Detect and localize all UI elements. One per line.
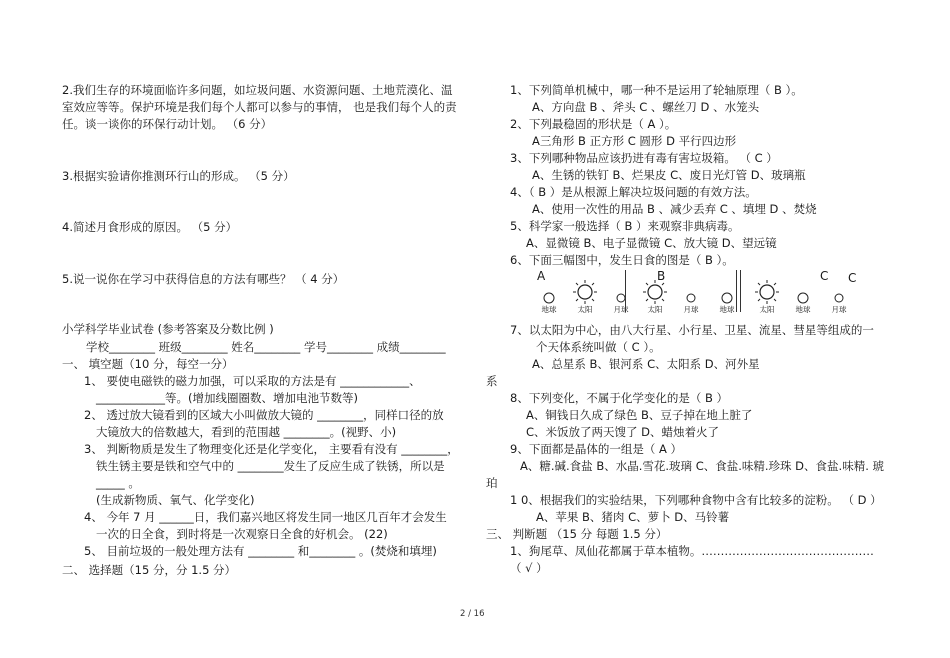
choice-4: 4、（ B ）是从根源上解决垃圾问题的有效方法。 [510,185,757,199]
earth-icon [796,291,810,305]
sun-icon [572,279,598,305]
choice-2: 2、下列最稳固的形状是（ A ）。 [510,117,677,131]
moon-c: 月球 [824,291,854,314]
choice-9-wrap: 珀 [486,476,498,490]
sun-b: 太阳 [640,279,670,314]
fill-4-line1: 4、 今年 7 月 ______日，我们嘉兴地区将发生同一地区几百年才会发生 [84,510,447,524]
moon-a: 月球 [606,291,636,314]
choice-9: 9、下面都是晶体的一组是（ A ） [510,442,682,456]
diagram-divider [740,270,741,312]
fill-3-line2: 铁生锈主要是铁和空气中的 ________发生了反应生成了铁锈，所以是 [96,459,445,473]
choice-2-options: A三角形 B 正方形 C 圆形 D 平行四边形 [532,134,737,148]
moon-icon [832,291,846,305]
moon-b: 月球 [676,291,706,314]
diagram-label-c-outer: C [848,271,857,285]
fill-1-line1: 1、 要使电磁铁的磁力加强，可以采取的方法是有 ____________、 [84,374,421,388]
fill-1-line2: ____________等。(增加线圈圈数、增加电池节数等) [96,391,358,405]
judge-1: 1、狗尾草、凤仙花都属于草本植物。……………………………………… [510,544,874,558]
q2-line1: 2.我们生存的环境面临许多问题，如垃圾问题、水资源问题、土地荒漠化、温 [62,83,453,97]
earth-a: 地球 [534,291,564,314]
choice-1-options: A、方向盘 B 、斧头 C 、螺丝刀 D 、水笼头 [532,100,760,114]
sun-icon [754,279,780,305]
choice-3: 3、下列哪种物品应该扔进有毒有害垃圾箱。 （ C ） [510,151,778,165]
choice-5-options: A、显微镜 B、电子显微镜 C、放大镜 D、望远镜 [526,236,777,250]
section-2-heading: 二、 选择题（15 分，分 1.5 分） [62,563,237,577]
diagram-a [534,268,636,314]
fill-3-answer: (生成新物质、氧气、化学变化) [96,493,255,507]
choice-8-options-2: C、米饭放了两天馊了 D、蜡烛着火了 [526,425,720,439]
choice-8-options-1: A、铜钱日久成了绿色 B、豆子掉在地上脏了 [526,408,753,422]
exam-title: 小学科学毕业试卷 (参考答案及分数比例 ) [62,322,274,336]
judge-1-answer: （ √ ） [510,561,548,575]
earth-c: 地球 [788,291,818,314]
q4-text: 4.简述月食形成的原因。 （5 分） [62,220,238,234]
q5-text: 5.说一说你在学习中获得信息的方法有哪些？ （ 4 分） [62,272,345,286]
choice-9-options: A、糖.碱.食盐 B、水晶.雪花.玻璃 C、食盐.味精.珍珠 D、食盐.味精. 琥 [520,459,885,473]
choice-10: 1 0、根据我们的实验结果，下列哪种食物中含有比较多的淀粉。 （ D ） [510,493,882,507]
earth-icon [720,291,734,305]
sun-c: 太阳 [752,279,782,314]
sun-a: 太阳 [570,279,600,314]
diagram-label-c: C [820,269,829,283]
fill-2-line2: 大镜放大的倍数越大，看到的范围越 ________。(视野、小) [96,425,397,439]
diagram-divider [625,270,626,312]
page-number: 2 / 16 [460,609,485,619]
choice-7-line1: 7、以太阳为中心，由八大行星、小行星、卫星、流星、彗星等组成的一 [510,323,874,337]
choice-7-options: A、总星系 B、银河系 C、太阳系 D、河外星 [532,357,760,371]
choice-4-options: A、使用一次性的用品 B 、减少丢弃 C 、填埋 D 、焚烧 [532,202,817,216]
student-info-line: 学校________ 班级________ 姓名________ 学号________ 成绩________ [86,340,446,354]
diagram-label-b: B [657,269,666,283]
choice-5: 5、科学家一般选择（ B ）来观察非典病毒。 [510,219,740,233]
choice-8: 8、下列变化，不属于化学变化的是（ B ） [510,391,729,405]
diagram-divider [736,270,737,312]
fill-5-text: 5、 目前垃圾的一般处理方法有 ________ 和________ 。(焚烧和填埋) [84,544,437,558]
diagram-b [640,268,742,314]
choice-6: 6、下面三幅图中，发生日食的图是（ B ）。 [510,253,734,267]
earth-b: 地球 [712,291,742,314]
choice-1: 1、下列简单机械中，哪一种不是运用了轮轴原理（ B ）。 [510,83,803,97]
q2-line2: 室效应等等。保护环境是我们每个人都可以参与的事情， 也是我们每个人的责 [62,100,457,114]
fill-4-line2: 一次的日全食，到时将是一次观察日全食的好机会。 (22) [96,527,388,541]
section-3-heading: 三、 判断题 （15 分 每题 1.5 分） [486,527,668,541]
q3-text: 3.根据实验请你推测环行山的形成。 （5 分） [62,169,295,183]
choice-10-options: A、苹果 B、猪肉 C、萝卜 D、马铃薯 [536,510,730,524]
section-1-heading: 一、 填空题（10 分，每空一分） [62,357,234,371]
diagram-c [752,268,857,314]
choice-3-options: A、生锈的铁钉 B、烂果皮 C、废日光灯管 D、玻璃瓶 [532,168,806,182]
fill-2-line1: 2、 透过放大镜看到的区域大小叫做放大镜的 ________，同样口径的放 [84,408,444,422]
moon-icon [684,291,698,305]
fill-3-line1: 3、 判断物质是发生了物理变化还是化学变化， 主要看有没有 ________， [84,442,459,456]
earth-icon [542,291,556,305]
fill-3-line3: _____ 。 [96,476,140,490]
diagram-label-a: A [537,269,546,283]
q2-line3: 任。谈一谈你的环保行动计划。 （6 分） [62,117,273,131]
choice-7-line2: 个天体系统叫做（ C ）。 [536,340,661,354]
choice-7-wrap: 系 [486,374,498,388]
sun-icon [642,279,668,305]
